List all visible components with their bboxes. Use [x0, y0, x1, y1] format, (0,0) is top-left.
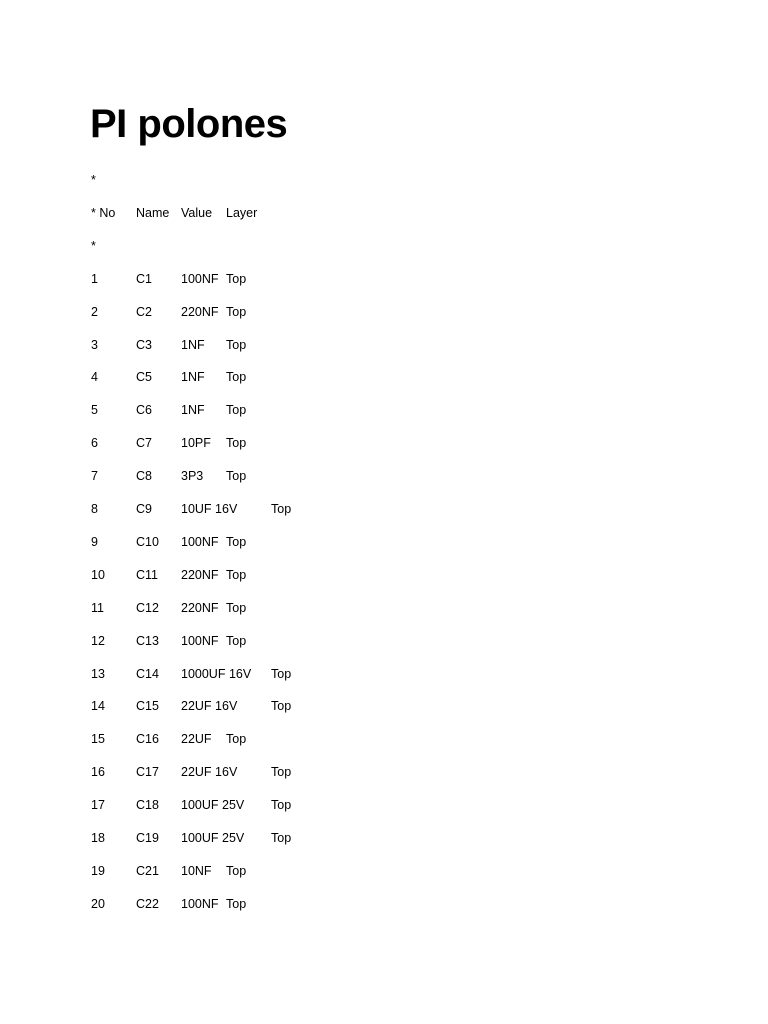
cell-layer-far: Top	[271, 765, 292, 779]
cell-value: 22UF 16V	[181, 765, 238, 779]
cell-value: 100NF	[181, 272, 219, 286]
cell-no: 19	[91, 864, 105, 878]
cell-no: 11	[91, 601, 104, 615]
cell-value: 1NF	[181, 370, 205, 384]
cell-name: C5	[136, 370, 152, 384]
cell-value: 10UF 16V	[181, 502, 238, 516]
cell-no: 15	[91, 732, 105, 746]
cell-no: 7	[91, 469, 98, 483]
cell-name: C12	[136, 601, 159, 615]
cell-no: 17	[91, 798, 105, 812]
cell-layer: Layer	[226, 206, 258, 220]
cell-no: 1	[91, 272, 98, 286]
cell-layer: Top	[226, 568, 247, 582]
cell-name: C6	[136, 403, 152, 417]
cell-name: C18	[136, 798, 159, 812]
cell-value: 22UF 16V	[181, 699, 238, 713]
cell-no: *	[91, 239, 96, 253]
cell-name: C9	[136, 502, 152, 516]
cell-name: C15	[136, 699, 159, 713]
cell-layer: Top	[226, 864, 247, 878]
cell-value: 1000UF 16V	[181, 667, 252, 681]
cell-value: 100UF 25V	[181, 831, 245, 845]
cell-name: C13	[136, 634, 159, 648]
page-title: PI polones	[90, 102, 288, 146]
cell-layer: Top	[226, 436, 247, 450]
cell-name: Name	[136, 206, 170, 220]
cell-name: C22	[136, 897, 159, 911]
cell-no: 20	[91, 897, 105, 911]
cell-layer-far: Top	[271, 502, 292, 516]
cell-no: 13	[91, 667, 105, 681]
cell-layer: Top	[226, 403, 247, 417]
cell-name: C14	[136, 667, 159, 681]
cell-value: 220NF	[181, 568, 219, 582]
cell-layer: Top	[226, 601, 247, 615]
cell-value: 100UF 25V	[181, 798, 245, 812]
cell-name: C7	[136, 436, 152, 450]
cell-name: C10	[136, 535, 159, 549]
cell-value: 100NF	[181, 535, 219, 549]
cell-value: 220NF	[181, 305, 219, 319]
cell-no: 14	[91, 699, 105, 713]
cell-no: * No	[91, 206, 116, 220]
cell-layer: Top	[226, 305, 247, 319]
cell-value: 100NF	[181, 634, 219, 648]
cell-name: C3	[136, 338, 152, 352]
cell-name: C8	[136, 469, 152, 483]
cell-no: 3	[91, 338, 98, 352]
cell-layer-far: Top	[271, 667, 292, 681]
cell-value: 10PF	[181, 436, 211, 450]
cell-name: C1	[136, 272, 152, 286]
cell-layer-far: Top	[271, 798, 292, 812]
cell-name: C2	[136, 305, 152, 319]
cell-layer-far: Top	[271, 831, 292, 845]
cell-no: 5	[91, 403, 98, 417]
cell-no: *	[91, 173, 96, 187]
cell-no: 16	[91, 765, 105, 779]
cell-layer: Top	[226, 469, 247, 483]
cell-name: C11	[136, 568, 159, 582]
cell-no: 6	[91, 436, 98, 450]
cell-value: 220NF	[181, 601, 219, 615]
cell-layer: Top	[226, 634, 247, 648]
cell-no: 12	[91, 634, 105, 648]
cell-layer: Top	[226, 370, 247, 384]
cell-no: 2	[91, 305, 98, 319]
cell-no: 4	[91, 370, 98, 384]
cell-layer: Top	[226, 732, 247, 746]
cell-value: 1NF	[181, 338, 205, 352]
cell-name: C19	[136, 831, 159, 845]
cell-value: 100NF	[181, 897, 219, 911]
cell-layer: Top	[226, 272, 247, 286]
cell-name: C16	[136, 732, 159, 746]
cell-value: 3P3	[181, 469, 204, 483]
cell-layer: Top	[226, 338, 247, 352]
cell-name: C21	[136, 864, 159, 878]
cell-no: 8	[91, 502, 98, 516]
cell-name: C17	[136, 765, 159, 779]
cell-layer: Top	[226, 535, 247, 549]
cell-layer-far: Top	[271, 699, 292, 713]
cell-value: Value	[181, 206, 213, 220]
cell-value: 22UF	[181, 732, 212, 746]
cell-no: 10	[91, 568, 105, 582]
cell-value: 10NF	[181, 864, 212, 878]
cell-layer: Top	[226, 897, 247, 911]
cell-no: 18	[91, 831, 105, 845]
cell-no: 9	[91, 535, 98, 549]
cell-value: 1NF	[181, 403, 205, 417]
